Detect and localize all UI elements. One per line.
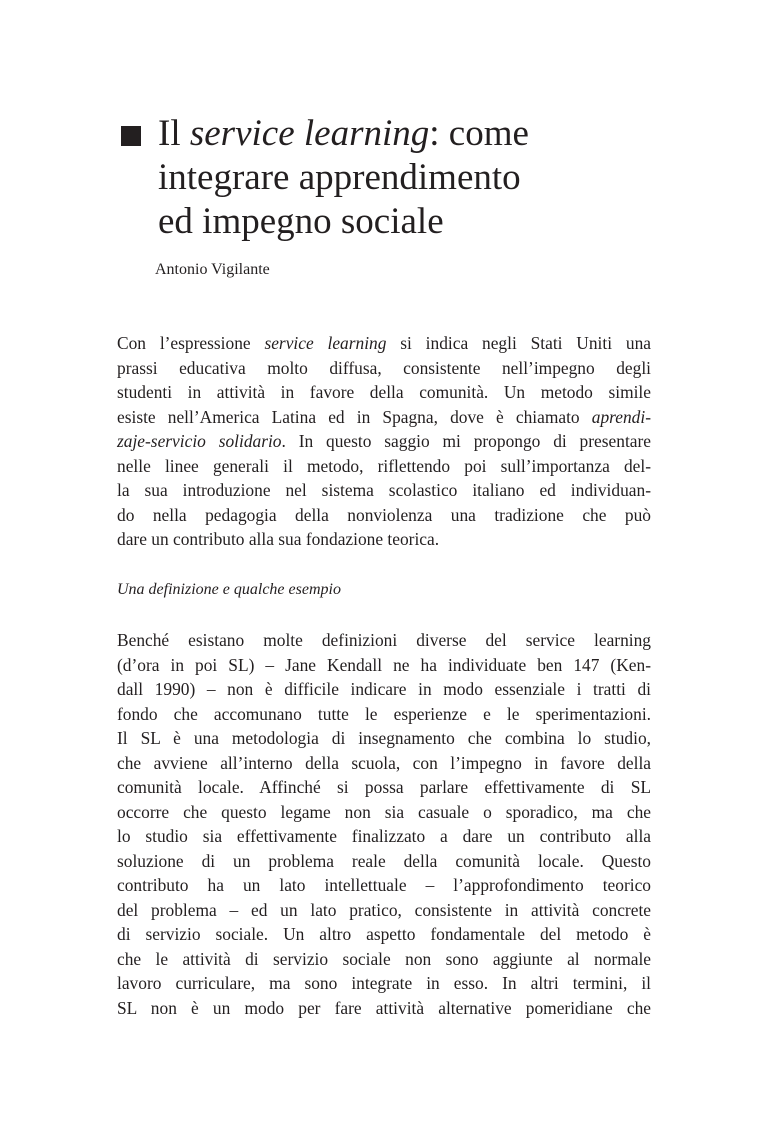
text-line (117, 380, 651, 405)
text-line (158, 112, 529, 156)
intro-paragraph (117, 331, 651, 552)
text-run: comunità locale. Affinché si possa parlare effettivamente di SL (117, 777, 651, 797)
text-run: (d’ora in poi SL) – Jane Kendall ne ha individuate ben 147 (Ken- (117, 654, 651, 675)
text-run: do nella pedagogia della nonviolenza una tradizione che può (117, 504, 651, 525)
italic-text: service learning (189, 113, 430, 154)
author-name: Antonio Vigilante (155, 261, 270, 278)
text-run: integrare apprendimento (158, 157, 521, 198)
text-run: la sua introduzione nel sistema scolastico italiano ed individuan- (117, 480, 651, 500)
title-bullet-square-icon (121, 126, 141, 146)
text-run: occorre che questo legame non sia casuale o sporadico, ma che (117, 801, 651, 822)
text-line (117, 922, 651, 947)
text-line (117, 824, 651, 849)
text-run: nelle linee generali il metodo, riflettendo poi sull’importanza del- (117, 455, 651, 476)
text-line (117, 331, 651, 356)
text-line (117, 800, 651, 825)
text-run: . In questo saggio mi propongo di presentare (281, 431, 652, 451)
text-run: esiste nell’America Latina ed in Spagna, dove è chiamato (117, 406, 592, 427)
text-line (117, 873, 651, 898)
italic-text: aprendi- (591, 406, 651, 427)
text-line (117, 849, 651, 874)
body-paragraph (117, 628, 651, 1020)
text-run: dall 1990) – non è difficile indicare in modo essenziale i tratti di (117, 679, 651, 699)
text-run: Con l’espressione (117, 333, 265, 353)
text-line (117, 503, 651, 528)
article-title (158, 112, 529, 244)
text-run: : come (429, 113, 529, 154)
italic-text: zaje-servicio solidario (117, 431, 282, 451)
text-run: studenti in attività in favore della comunità. Un metodo simile (117, 382, 651, 402)
text-run: Il SL è una metodologia di insegnamento che combina lo studio, (117, 728, 651, 748)
text-line (117, 653, 651, 678)
text-line (117, 726, 651, 751)
text-line (117, 429, 651, 454)
text-run: Il (158, 113, 190, 154)
text-line (117, 628, 651, 653)
text-line (117, 947, 651, 972)
text-run: lo studio sia effettivamente finalizzato a dare un contributo alla (117, 826, 651, 846)
text-line (117, 702, 651, 727)
text-run: prassi educativa molto diffusa, consistente nell’impegno degli (117, 357, 651, 378)
text-line (117, 898, 651, 923)
text-line (158, 156, 529, 200)
text-line (117, 356, 651, 381)
text-line (117, 454, 651, 479)
text-line (117, 478, 651, 503)
text-run: SL non è un modo per fare attività alternative pomeridiane che (117, 997, 651, 1018)
text-run: che le attività di servizio sociale non sono aggiunte al normale (117, 948, 651, 969)
text-run: contributo ha un lato intellettuale – l’approfondimento teorico (117, 875, 651, 895)
text-run: si indica negli Stati Uniti una (386, 333, 651, 353)
text-line (117, 751, 651, 776)
text-line (117, 405, 651, 430)
text-run: del problema – ed un lato pratico, consistente in attività concrete (117, 899, 651, 920)
text-line (117, 996, 651, 1021)
text-run: che avviene all’interno della scuola, con l’impegno in favore della (117, 752, 651, 773)
text-line (117, 971, 651, 996)
text-line (117, 775, 651, 800)
text-run: di servizio sociale. Un altro aspetto fondamentale del metodo è (117, 924, 651, 944)
text-run: ed impegno sociale (158, 201, 444, 242)
text-run: Benché esistano molte definizioni diverse del service learning (117, 630, 651, 650)
text-run: soluzione di un problema reale della comunità locale. Questo (117, 850, 651, 871)
text-run: dare un contributo alla sua fondazione teorica. (117, 529, 440, 549)
text-run: fondo che accomunano tutte le esperienze e le sperimentazioni. (117, 703, 651, 724)
text-line (117, 677, 651, 702)
section-subheading: Una definizione e qualche esempio (117, 581, 341, 598)
text-line (158, 200, 529, 244)
italic-text: service learning (264, 333, 387, 353)
text-line (117, 527, 651, 552)
text-run: lavoro curriculare, ma sono integrate in esso. In altri termini, il (117, 973, 651, 993)
